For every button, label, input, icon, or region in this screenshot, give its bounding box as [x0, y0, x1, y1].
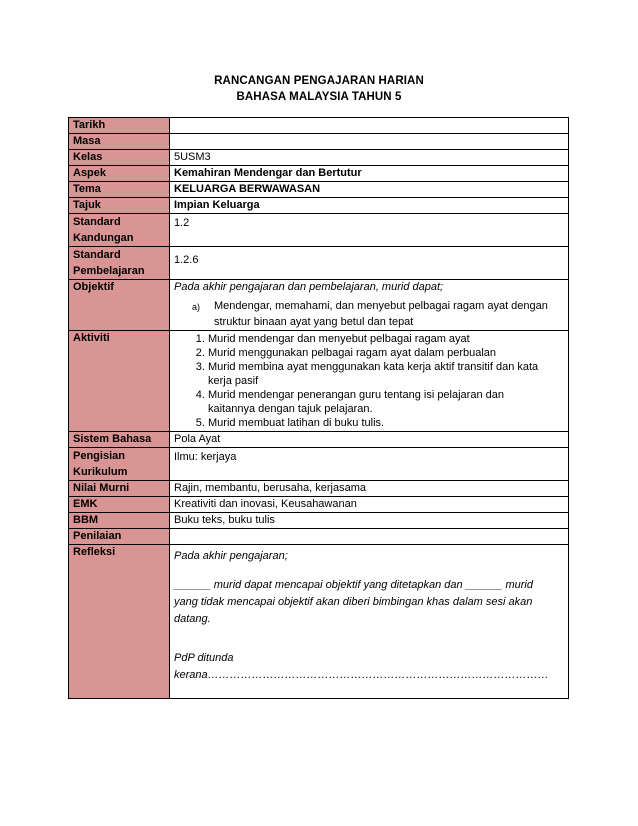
- row-aktiviti: [69, 331, 569, 432]
- document-subtitle: BAHASA MALAYSIA TAHUN 5: [236, 91, 402, 103]
- row-masa: [69, 134, 569, 150]
- row-tema: [69, 182, 569, 198]
- objektif-item-line1: Mendengar, memahami, dan menyebut pelbagai ragam ayat dengan: [214, 300, 548, 312]
- value-objektif: [170, 280, 569, 331]
- value-penilaian: [170, 529, 569, 545]
- label-nilai-murni: Nilai Murni: [69, 481, 170, 497]
- aktiviti-item: 5. Murid membuat latihan di buku tulis.: [208, 416, 564, 430]
- label-kelas: Kelas: [69, 150, 170, 166]
- row-penilaian: [69, 529, 569, 545]
- label-penilaian: Penilaian: [69, 529, 170, 545]
- value-tema: KELUARGA BERWAWASAN: [170, 182, 569, 198]
- label-pengisian-line2: Kurikulum: [73, 466, 128, 478]
- aktiviti-item: 4. Murid mendengar penerangan guru tentang isi pelajaran dan kaitannya dengan tajuk pelajaran.: [208, 388, 564, 416]
- aktiviti-item: 3. Murid membina ayat menggunakan kata kerja aktif transitif dan kata kerja pasif: [208, 360, 564, 388]
- label-bbm: BBM: [69, 513, 170, 529]
- document-title: RANCANGAN PENGAJARAN HARIAN: [214, 75, 424, 87]
- label-pengisian-line1: Pengisian: [73, 450, 125, 462]
- objektif-item-line2: struktur binaan ayat yang betul dan tepat: [214, 316, 414, 328]
- row-standard-kandungan: [69, 214, 569, 247]
- objektif-item-text: [214, 298, 564, 330]
- label-standard-kandungan-line2: Kandungan: [73, 232, 134, 244]
- lesson-plan-table: [68, 117, 569, 699]
- row-pengisian-kurikulum: [69, 448, 569, 481]
- value-aktiviti: [170, 331, 569, 432]
- value-masa: [170, 134, 569, 150]
- refleksi-line3: yang tidak mencapai objektif akan diberi bimbingan khas dalam sesi akan: [174, 596, 533, 608]
- refleksi-line4: datang.: [174, 613, 211, 625]
- value-emk: Kreativiti dan inovasi, Keusahawanan: [170, 497, 569, 513]
- objektif-intro: Pada akhir pengajaran dan pembelajaran, murid dapat;: [174, 281, 444, 293]
- label-tarikh: Tarikh: [69, 118, 170, 134]
- value-aspek: Kemahiran Mendengar dan Bertutur: [170, 166, 569, 182]
- refleksi-line6: kerana…………………………………………………………………………………: [174, 669, 549, 681]
- row-emk: [69, 497, 569, 513]
- row-tajuk: [69, 198, 569, 214]
- label-aktiviti: Aktiviti: [69, 331, 170, 432]
- aktiviti-list: [174, 332, 564, 430]
- row-bbm: [69, 513, 569, 529]
- value-kelas: 5USM3: [170, 150, 569, 166]
- label-sistem-bahasa: Sistem Bahasa: [69, 432, 170, 448]
- row-kelas: [69, 150, 569, 166]
- value-bbm: Buku teks, buku tulis: [170, 513, 569, 529]
- label-tajuk: Tajuk: [69, 198, 170, 214]
- row-nilai-murni: [69, 481, 569, 497]
- label-standard-pembelajaran-line1: Standard: [73, 249, 121, 261]
- refleksi-line2: ______ murid dapat mencapai objektif yang ditetapkan dan ______ murid: [174, 579, 533, 591]
- label-standard-pembelajaran-line2: Pembelajaran: [73, 265, 145, 277]
- row-aspek: [69, 166, 569, 182]
- label-masa: Masa: [69, 134, 170, 150]
- label-tema: Tema: [69, 182, 170, 198]
- label-standard-kandungan: [69, 214, 170, 247]
- label-objektif: Objektif: [69, 280, 170, 331]
- value-tarikh: [170, 118, 569, 134]
- label-refleksi: Refleksi: [69, 545, 170, 699]
- value-refleksi: [170, 545, 569, 699]
- aktiviti-item: 1. Murid mendengar dan menyebut pelbagai ragam ayat: [208, 332, 564, 346]
- value-pengisian-kurikulum: Ilmu: kerjaya: [170, 448, 569, 481]
- value-standard-pembelajaran: 1.2.6: [170, 247, 569, 280]
- label-emk: EMK: [69, 497, 170, 513]
- label-aspek: Aspek: [69, 166, 170, 182]
- value-standard-kandungan: 1.2: [170, 214, 569, 247]
- value-nilai-murni: Rajin, membantu, berusaha, kerjasama: [170, 481, 569, 497]
- row-objektif: [69, 280, 569, 331]
- row-tarikh: [69, 118, 569, 134]
- row-sistem-bahasa: [69, 432, 569, 448]
- refleksi-line1: Pada akhir pengajaran;: [174, 550, 288, 562]
- label-pengisian-kurikulum: [69, 448, 170, 481]
- label-standard-kandungan-line1: Standard: [73, 216, 121, 228]
- objektif-item: [174, 298, 564, 330]
- label-standard-pembelajaran: [69, 247, 170, 280]
- objektif-item-marker: a): [192, 302, 201, 312]
- refleksi-line5: PdP ditunda: [174, 652, 234, 664]
- value-sistem-bahasa: Pola Ayat: [170, 432, 569, 448]
- aktiviti-item: 2. Murid menggunakan pelbagai ragam ayat dalam perbualan: [208, 346, 564, 360]
- row-standard-pembelajaran: [69, 247, 569, 280]
- row-refleksi: [69, 545, 569, 699]
- value-tajuk: Impian Keluarga: [170, 198, 569, 214]
